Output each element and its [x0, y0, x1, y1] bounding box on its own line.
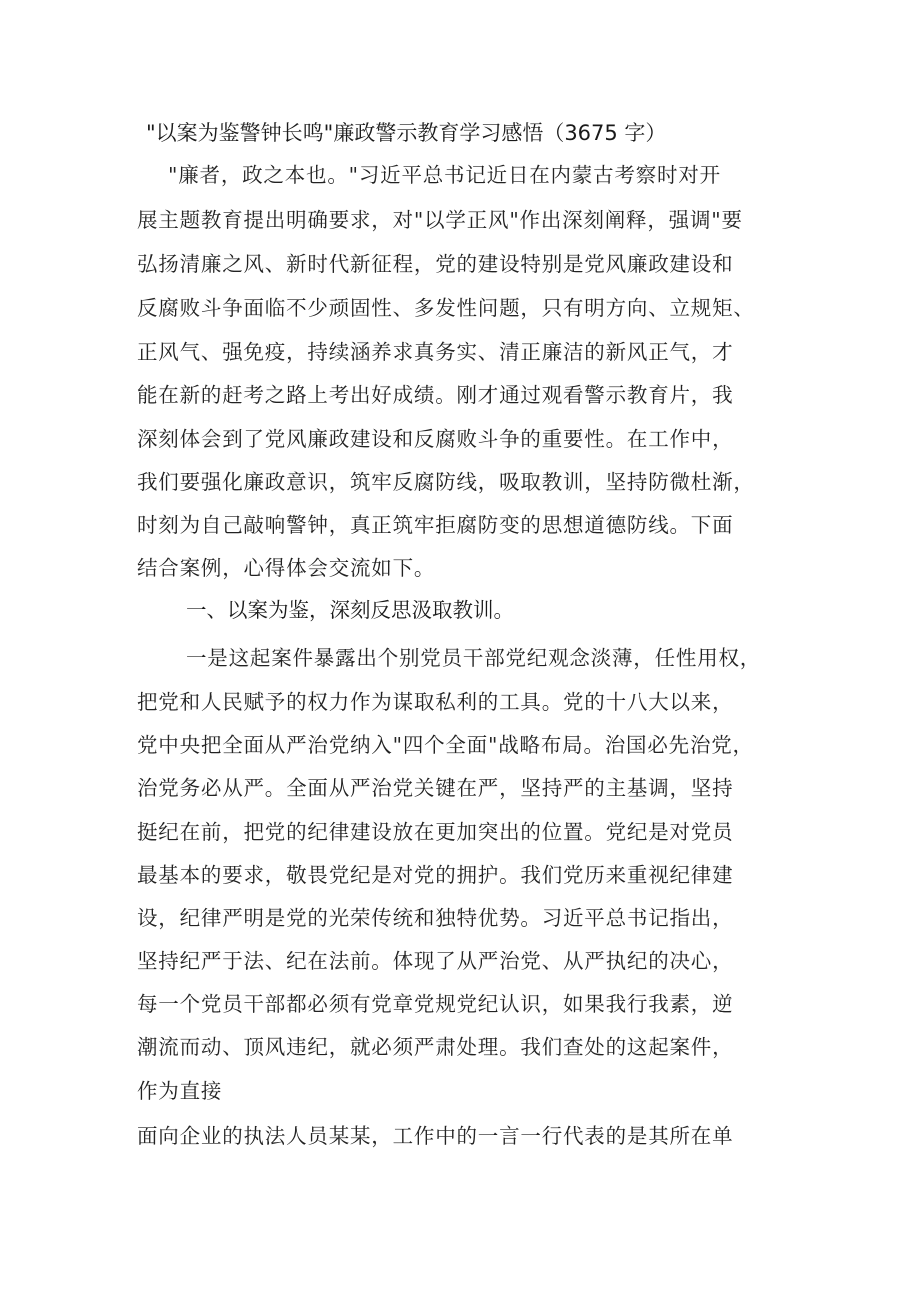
paragraph-line: 结合案例，心得体会交流如下。 [137, 556, 436, 580]
paragraph-line: 把党和人民赋予的权力作为谋取私利的工具。党的十八大以来， [137, 690, 734, 714]
paragraph-line: 治党务必从严。全面从严治党关键在严，坚持严的主基调，坚持 [137, 776, 734, 800]
paragraph-line: 最基本的要求，敬畏党纪是对党的拥护。我们党历来重视纪律建 [137, 863, 734, 887]
paragraph-line: 每一个党员干部都必须有党章党规党纪认识，如果我行我素，逆 [137, 992, 734, 1016]
paragraph-line: 我们要强化廉政意识，筑牢反腐防线，吸取教训，坚持防微杜渐， [137, 470, 755, 494]
paragraph-line: 挺纪在前，把党的纪律建设放在更加突出的位置。党纪是对党员 [137, 820, 734, 844]
paragraph-line: "廉者，政之本也。"习近平总书记近日在内蒙古考察时对开 [168, 163, 721, 187]
paragraph-line: 正风气、强免疫，持续涵养求真务实、清正廉洁的新风正气，才 [137, 340, 734, 364]
paragraph-line: 坚持纪严于法、纪在法前。体现了从严治党、从严执纪的决心， [137, 949, 734, 973]
paragraph-line: 潮流而动、顶风违纪，就必须严肃处理。我们查处的这起案件， [137, 1035, 734, 1059]
paragraph-line: 作为直接 [137, 1079, 223, 1103]
paragraph-line: 设，纪律严明是党的光荣传统和独特优势。习近平总书记指出， [137, 906, 734, 930]
paragraph-line: 党中央把全面从严治党纳入"四个全面"战略布局。治国必先治党， [137, 733, 754, 757]
paragraph-line: 能在新的赶考之路上考出好成绩。刚才通过观看警示教育片，我 [137, 383, 734, 407]
paragraph-line: 时刻为自己敲响警钟，真正筑牢拒腐防变的思想道德防线。下面 [137, 513, 734, 537]
section-heading: 一、以案为鉴，深刻反思汲取教训。 [186, 598, 514, 622]
paragraph-line: 一是这起案件暴露出个别党员干部党纪观念淡薄，任性用权， [186, 646, 762, 670]
document-title: "以案为鉴警钟长鸣"廉政警示教育学习感悟（3675 字） [146, 121, 667, 145]
paragraph-line: 反腐败斗争面临不少顽固性、多发性问题，只有明方向、立规矩、 [137, 296, 755, 320]
paragraph-line: 面向企业的执法人员某某，工作中的一言一行代表的是其所在单 [137, 1124, 734, 1148]
paragraph-line: 弘扬清廉之风、新时代新征程，党的建设特别是党风廉政建设和 [137, 252, 734, 276]
paragraph-line: 深刻体会到了党风廉政建设和反腐败斗争的重要性。在工作中， [137, 427, 734, 451]
paragraph-line: 展主题教育提出明确要求，对"以学正风"作出深刻阐释，强调"要 [137, 208, 743, 232]
